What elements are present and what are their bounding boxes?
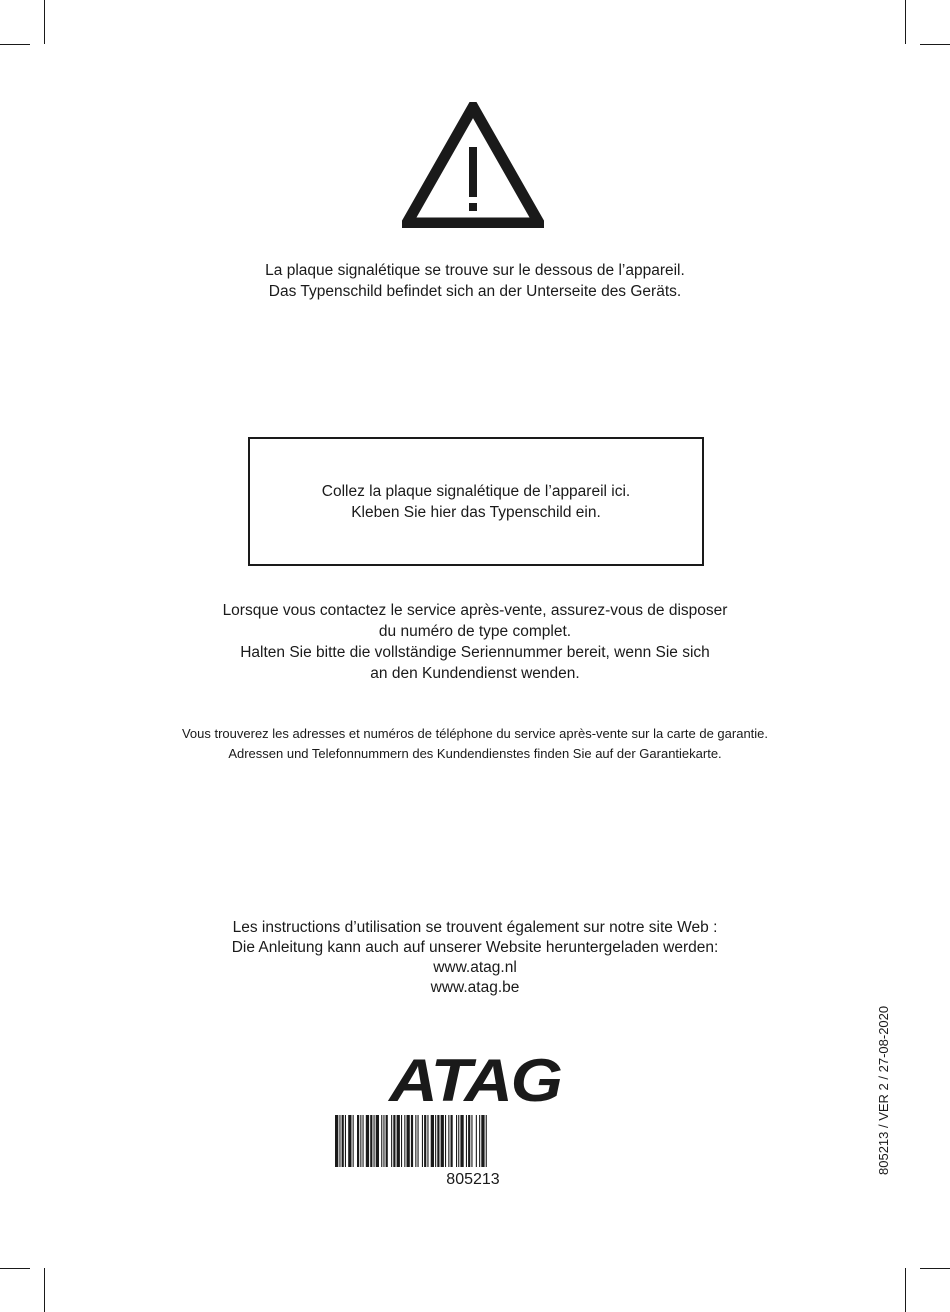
barcode-bar [407, 1115, 410, 1167]
service-note [0, 600, 950, 684]
barcode-bar [404, 1115, 405, 1167]
barcode-bar [479, 1115, 480, 1167]
barcode-bar [345, 1115, 346, 1167]
barcode-bar [448, 1115, 449, 1167]
website-note-fr: Les instructions d’utilisation se trouvent également sur notre site Web : [232, 919, 718, 936]
website-note-de: Die Anleitung kann auch auf unserer Website heruntergeladen werden: [231, 939, 719, 956]
crop-mark-top-left-horizontal [0, 44, 30, 45]
barcode-number: 805213 [446, 1171, 500, 1188]
barcode-bar [422, 1115, 423, 1167]
service-note-line: du numéro de type complet. [378, 623, 572, 640]
barcode-bar [339, 1115, 340, 1167]
barcode-bar [353, 1115, 354, 1167]
label-box-fr: Collez la plaque signalétique de l’appareil ici. [321, 482, 631, 500]
barcode-bar [441, 1115, 444, 1167]
barcode-bar [476, 1115, 477, 1167]
type-plate-label-box [248, 437, 704, 566]
barcode-bar [445, 1115, 446, 1167]
barcode-bar [357, 1115, 359, 1167]
barcode-bar [486, 1115, 487, 1167]
warranty-note-fr: Vous trouverez les adresses et numéros de téléphone du service après-vente sur la carte de garantie. [181, 726, 769, 741]
crop-mark-bottom-left-vertical [44, 1268, 45, 1312]
plate-location-de: Das Typenschild befindet sich an der Unterseite des Geräts. [268, 283, 682, 300]
barcode-bar [411, 1115, 413, 1167]
barcode-bar [466, 1115, 467, 1167]
barcode-bar [386, 1115, 388, 1167]
barcode-bar [424, 1115, 426, 1167]
barcode-bar [335, 1115, 338, 1167]
barcode-bar [415, 1115, 416, 1167]
barcode [335, 1115, 611, 1167]
barcode-bar [342, 1115, 344, 1167]
crop-mark-bottom-left-horizontal [0, 1268, 30, 1269]
website-note [0, 918, 950, 998]
barcode-bar [427, 1115, 428, 1167]
barcode-bar [370, 1115, 372, 1167]
barcode-bar [360, 1115, 361, 1167]
barcode-bar [481, 1115, 484, 1167]
label-box-de: Kleben Sie hier das Typenschild ein. [351, 503, 601, 521]
plate-location-fr: La plaque signalétique se trouve sur le dessous de l’appareil. [265, 262, 685, 279]
barcode-bar [431, 1115, 434, 1167]
service-note-line: Halten Sie bitte die vollständige Seriennummer bereit, wenn Sie sich [240, 644, 710, 661]
atag-logo: ATAG [389, 1047, 561, 1114]
barcode-bar [468, 1115, 470, 1167]
barcode-bar [393, 1115, 395, 1167]
barcode-bar [418, 1115, 419, 1167]
crop-mark-bottom-right-horizontal [920, 1268, 950, 1269]
barcode-bar [458, 1115, 459, 1167]
crop-mark-bottom-right-vertical [905, 1268, 906, 1312]
website-url-be[interactable]: www.atag.be [430, 979, 520, 996]
barcode-bar [348, 1115, 351, 1167]
barcode-bar [376, 1115, 379, 1167]
document-code: 805213 / VER 2 / 27-08-2020 [876, 1005, 891, 1175]
barcode-bar [451, 1115, 453, 1167]
website-url-nl[interactable]: www.atag.nl [433, 959, 517, 976]
barcode-bar [437, 1115, 439, 1167]
barcode-bar [383, 1115, 384, 1167]
barcode-bar [391, 1115, 392, 1167]
barcode-bar [397, 1115, 400, 1167]
crop-mark-top-right-vertical [905, 0, 906, 44]
service-note-line: an den Kundendienst wenden. [370, 665, 580, 682]
service-note-line: Lorsque vous contactez le service après-vente, assurez-vous de disposer [222, 602, 728, 619]
barcode-bar [366, 1115, 369, 1167]
warranty-note [0, 724, 950, 764]
warning-triangle-icon [402, 102, 544, 228]
barcode-bar [456, 1115, 457, 1167]
barcode-bar [435, 1115, 436, 1167]
crop-mark-top-right-horizontal [920, 44, 950, 45]
barcode-bar [381, 1115, 382, 1167]
warranty-note-de: Adressen und Telefonnummern des Kundendienstes finden Sie auf der Garantiekarte. [228, 746, 722, 761]
barcode-bar [471, 1115, 472, 1167]
barcode-bar [374, 1115, 375, 1167]
barcode-bar [363, 1115, 364, 1167]
crop-mark-top-left-vertical [44, 0, 45, 44]
barcode-bar [460, 1115, 463, 1167]
plate-location-note [0, 260, 950, 302]
barcode-bar [401, 1115, 402, 1167]
